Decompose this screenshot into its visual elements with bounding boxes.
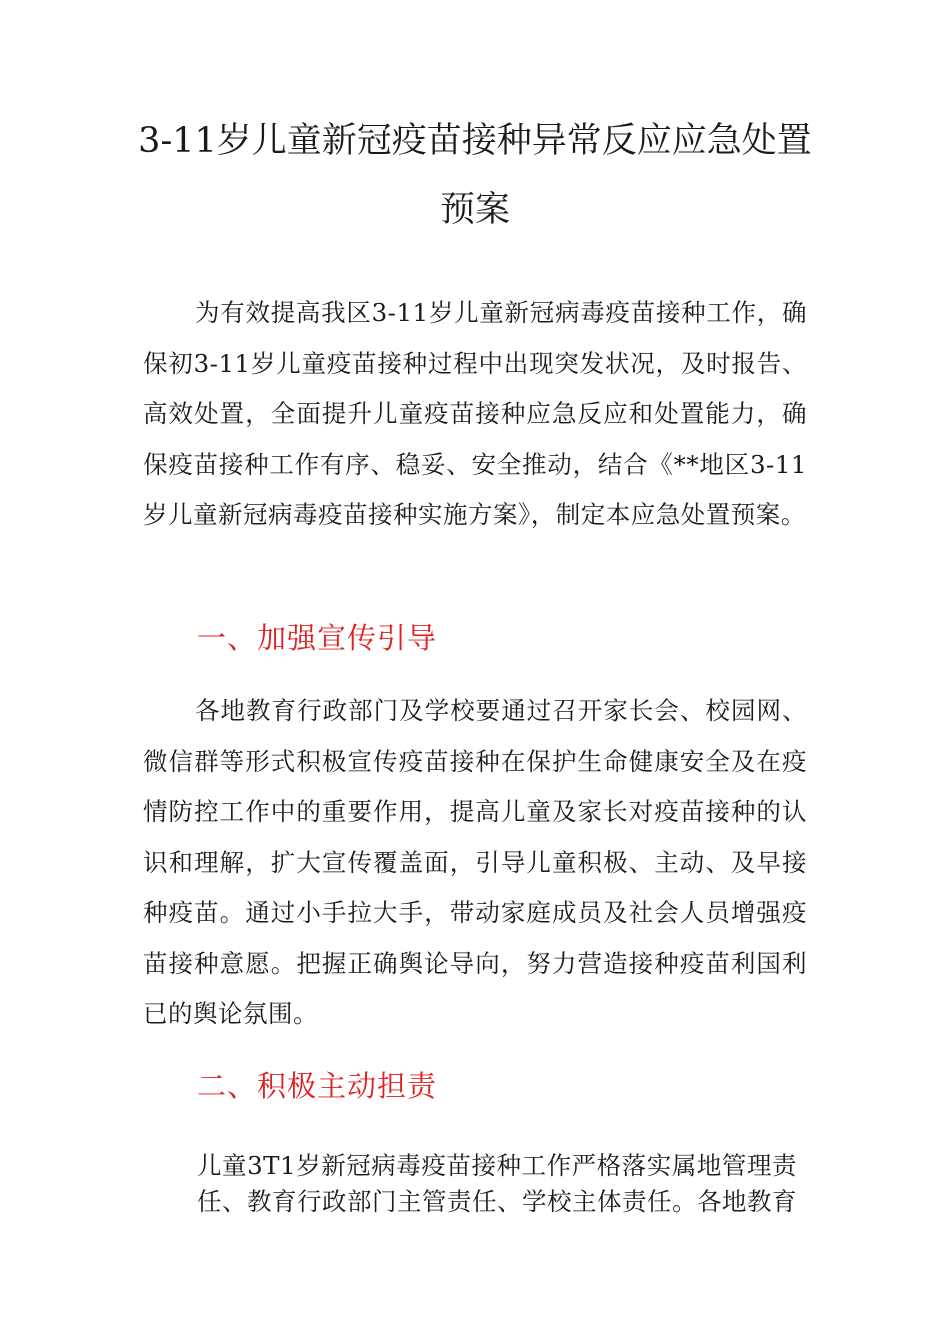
section-heading-2: 二、积极主动担责 — [197, 1069, 438, 1103]
document-title-line-2: 预案 — [439, 190, 510, 230]
document-title-line-1: 3-11岁儿童新冠疫苗接种异常反应应急处置 — [138, 121, 812, 161]
section-body-2: 儿童3T1岁新冠病毒疫苗接种工作严格落实属地管理责任、教育行政部门主管责任、学校主体责任。各地教育 — [197, 1151, 797, 1216]
section-heading-1: 一、加强宣传引导 — [197, 621, 438, 655]
intro-paragraph: 为有效提高我区3-11岁儿童新冠病毒疫苗接种工作，确保初3-11岁儿童疫苗接种过程中出现突发状况，及时报告、高效处置，全面提升儿童疫苗接种应急反应和处置能力，确保疫苗接种工作有序、稳妥、安全推动，结合《**地区3-11岁儿童新冠病毒疫苗接种实施方案》，制定本应急处置预案。 — [143, 298, 807, 529]
section-body-1: 各地教育行政部门及学校要通过召开家长会、校园网、微信群等形式积极宣传疫苗接种在保护生命健康安全及在疫情防控工作中的重要作用，提高儿童及家长对疫苗接种的认识和理解，扩大宣传覆盖面，引导儿童积极、主动、及早接种疫苗。通过小手拉大手，带动家庭成员及社会人员增强疫苗接种意愿。把握正确舆论导向，努力营造接种疫苗利国利已的舆论氛围。 — [143, 696, 807, 1028]
